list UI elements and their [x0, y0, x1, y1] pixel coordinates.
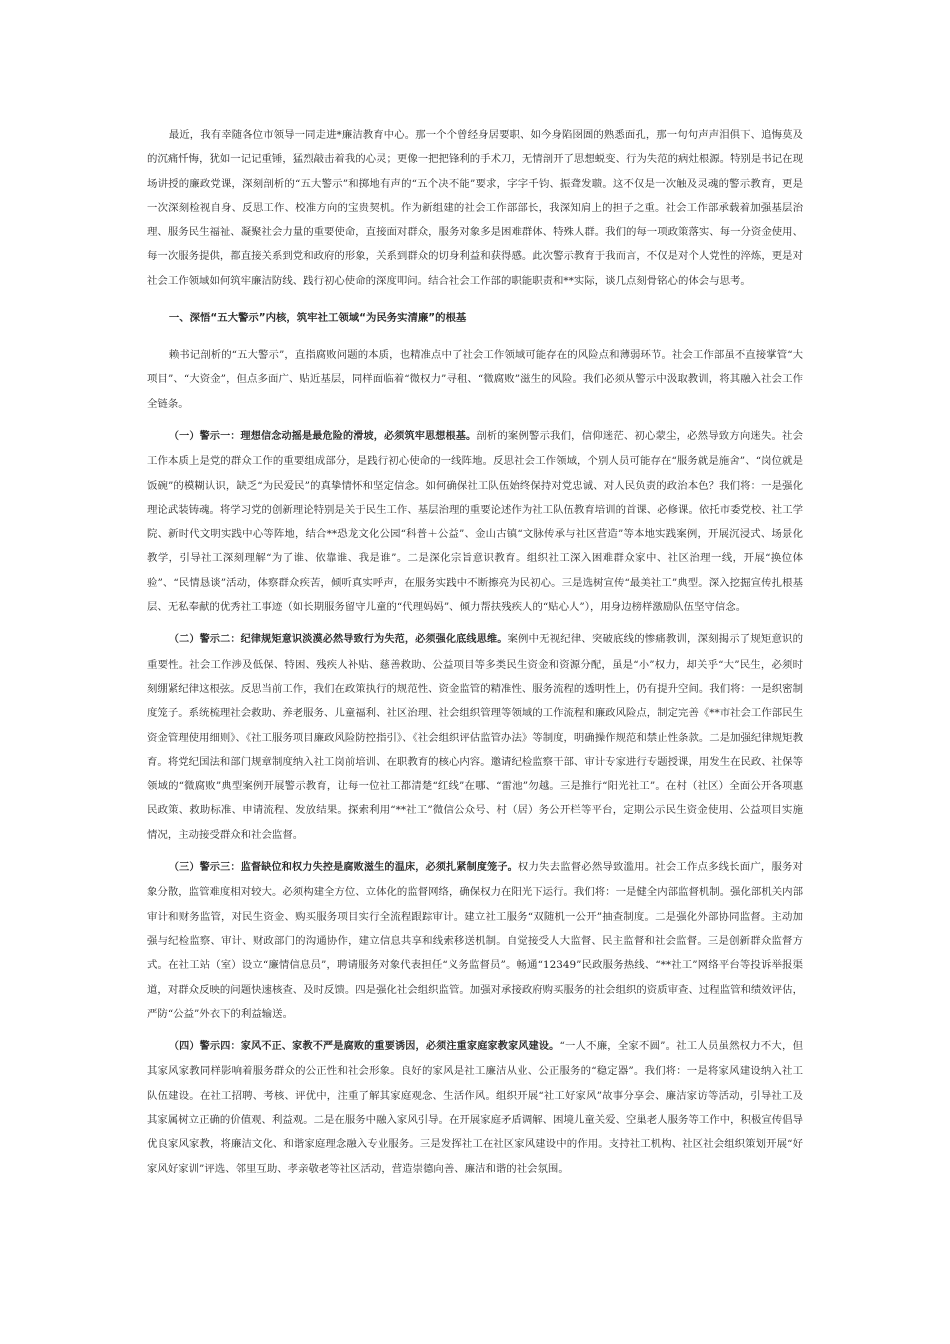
- document-page: [147, 123, 803, 1181]
- section-heading: 一、深悟“五大警示”内核，筑牢社工领域“为民务实清廉”的根基: [168, 312, 467, 325]
- section-lead-paragraph: 赖书记剖析的“五大警示”，直指腐败问题的本质，也精准点中了社会工作领域可能存在的风险点和薄弱环节。社会工作部虽不直接掌管“大项目”、“大资金”，但点多面广、贴近基层，同样面临着“微权力”寻租、“微腐败”滋生的风险。我们必须从警示中汲取教训，将其融入社会工作全链条。: [147, 349, 803, 410]
- warning-paragraph-4: [147, 1034, 803, 1181]
- warning-paragraph-3: [147, 855, 803, 1026]
- warning-title-4: （四）警示四：家风不正、家教不严是腐败的重要诱因，必须注重家庭家教家风建设。: [168, 1041, 560, 1053]
- intro-paragraph: 最近，我有幸随各位市领导一同走进*廉洁教育中心。那一个个曾经身居要职、如今身陷囹圄的熟悉面孔，那一句句声声泪俱下、追悔莫及的沉痛忏悔，犹如一记记重锤，猛烈敲击着我的心灵；更像一把把锋利的手术刀，无情剖开了思想蜕变、行为失范的病灶根源。特别是书记在现场讲授的廉政党课，深刻剖析的“五大警示”和掷地有声的“五个决不能”要求，字字千钧、振聋发聩。这不仅是一次触及灵魂的警示教育，更是一次深刻检视自身、反思工作、校准方向的宝贵契机。作为新组建的社会工作部部长，我深知肩上的担子之重。社会工作部承载着加强基层治理、服务民生福祉、凝聚社会力量的重要使命，直接面对群众，服务对象多是困难群体、特殊人群。我们的每一项政策落实、每一分资金使用、每一次服务提供，都直接关系到党和政府的形象，关系到群众的切身利益和获得感。此次警示教育于我而言，不仅是对个人党性的淬炼，更是对社会工作领域如何筑牢廉洁防线、践行初心使命的深度叩问。结合社会工作部的职能职责和**实际，谈几点刻骨铭心的体会与思考。: [147, 129, 803, 287]
- warning-body-1: 剖析的案例警示我们，信仰迷茫、初心蒙尘，必然导致方向迷失。社会工作本质上是党的群众工作的重要组成部分，是践行初心使命的一线阵地。反思社会工作领域，个别人员可能存在“服务就是施舍”、“岗位就是饭碗”的模糊认识，缺乏“为民爱民”的真挚情怀和坚定信念。如何确保社工队伍始终保持对党忠诚、对人民负责的政治本色？我们将：一是强化理论武装铸魂。将学习党的创新理论特别是关于民生工作、基层治理的重要论述作为社工队伍教育培训的首课、必修课。依托市委党校、社工学院、新时代文明实践中心等阵地，结合**恐龙文化公园“科普＋公益”、金山古镇“文脉传承与社区营造”等本地实践案例，开展沉浸式、场景化教学，引导社工深刻理解“为了谁、依靠谁、我是谁”。二是深化宗旨意识教育。组织社工深入困难群众家中、社区治理一线，开展“换位体验”、“民情恳谈”活动，体察群众疾苦，倾听真实呼声，在服务实践中不断擦亮为民初心。三是选树宣传“最美社工”典型。深入挖掘宣传扎根基层、无私奉献的优秀社工事迹（如长期服务留守儿童的“代理妈妈”、倾力帮扶残疾人的“贴心人”），用身边榜样激励队伍坚守信念。: [147, 429, 803, 614]
- warning-paragraph-1: [147, 424, 803, 619]
- warning-title-1: （一）警示一：理想信念动摇是最危险的滑坡，必须筑牢思想根基。: [168, 430, 477, 442]
- warning-body-2: 案例中无视纪律、突破底线的惨痛教训，深刻揭示了规矩意识的重要性。社会工作涉及低保、特困、残疾人补贴、慈善救助、公益项目等多类民生资金和资源分配，虽是“小”权力，却关乎“大”民生，必须时刻绷紧纪律这根弦。反思当前工作，我们在政策执行的规范性、资金监管的精准性、服务流程的透明性上，仍有提升空间。我们将：一是织密制度笼子。系统梳理社会救助、养老服务、儿童福利、社区治理、社会组织管理等领域的工作流程和廉政风险点，制定完善《**市社会工作部民生资金管理使用细则》、《社工服务项目廉政风险防控指引》、《社会组织评估监管办法》等制度，明确操作规范和禁止性条款。二是加强纪律规矩教育。将党纪国法和部门规章制度纳入社工岗前培训、在职教育的核心内容。邀请纪检监察干部、审计专家进行专题授课，用发生在民政、社保等领域的“微腐败”典型案例开展警示教育，让每一位社工都清楚“红线”在哪、“雷池”勿越。三是推行“阳光社工”。在村（社区）全面公开各项惠民政策、救助标准、申请流程、发放结果。探索利用“**社工”微信公众号、村（居）务公开栏等平台，定期公示民生资金使用、公益项目实施情况，主动接受群众和社会监督。: [147, 633, 803, 841]
- warning-paragraph-2: [147, 627, 803, 847]
- warning-title-2: （二）警示二：纪律规矩意识淡漠必然导致行为失范，必须强化底线思维。: [168, 634, 508, 646]
- warning-title-3: （三）警示三：监督缺位和权力失控是腐败滋生的温床，必须扎紧制度笼子。: [168, 862, 518, 874]
- warning-body-3: 权力失去监督必然导致滥用。社会工作点多线长面广，服务对象分散，监管难度相对较大。必须构建全方位、立体化的监督网络，确保权力在阳光下运行。我们将：一是健全内部监督机制。强化部机关内部审计和财务监管，对民生资金、购买服务项目实行全流程跟踪审计。建立社工服务“双随机一公开”抽查制度。二是强化外部协同监督。主动加强与纪检监察、审计、财政部门的沟通协作，建立信息共享和线索移送机制。自觉接受人大监督、民主监督和社会监督。三是创新群众监督方式。在社工站（室）设立“廉情信息员”，聘请服务对象代表担任“义务监督员”。畅通“12349”民政服务热线、“**社工”网络平台等投诉举报渠道，对群众反映的问题快速核查、及时反馈。四是强化社会组织监管。加强对承接政府购买服务的社会组织的资质审查、过程监管和绩效评估，严防“公益”外衣下的利益输送。: [147, 861, 803, 1020]
- warning-body-4: “一人不廉，全家不圆”。社工人员虽然权力不大，但其家风家教同样影响着服务群众的公正性和社会形象。良好的家风是社工廉洁从业、公正服务的“稳定器”。我们将：一是将家风建设纳入社工队伍建设。在社工招聘、考核、评优中，注重了解其家庭观念、生活作风。组织开展“社工好家风”故事分享会、廉洁家访等活动，引导社工及其家属树立正确的价值观、利益观。二是在服务中融入家风引导。在开展家庭矛盾调解、困境儿童关爱、空巢老人服务等工作中，积极宣传倡导优良家风家教，将廉洁文化、和谐家庭理念融入专业服务。三是发挥社工在社区家风建设中的作用。支持社工机构、社区社会组织策划开展“好家风好家训”评选、邻里互助、孝亲敬老等社区活动，营造崇德向善、廉洁和谐的社会氛围。: [147, 1040, 803, 1175]
